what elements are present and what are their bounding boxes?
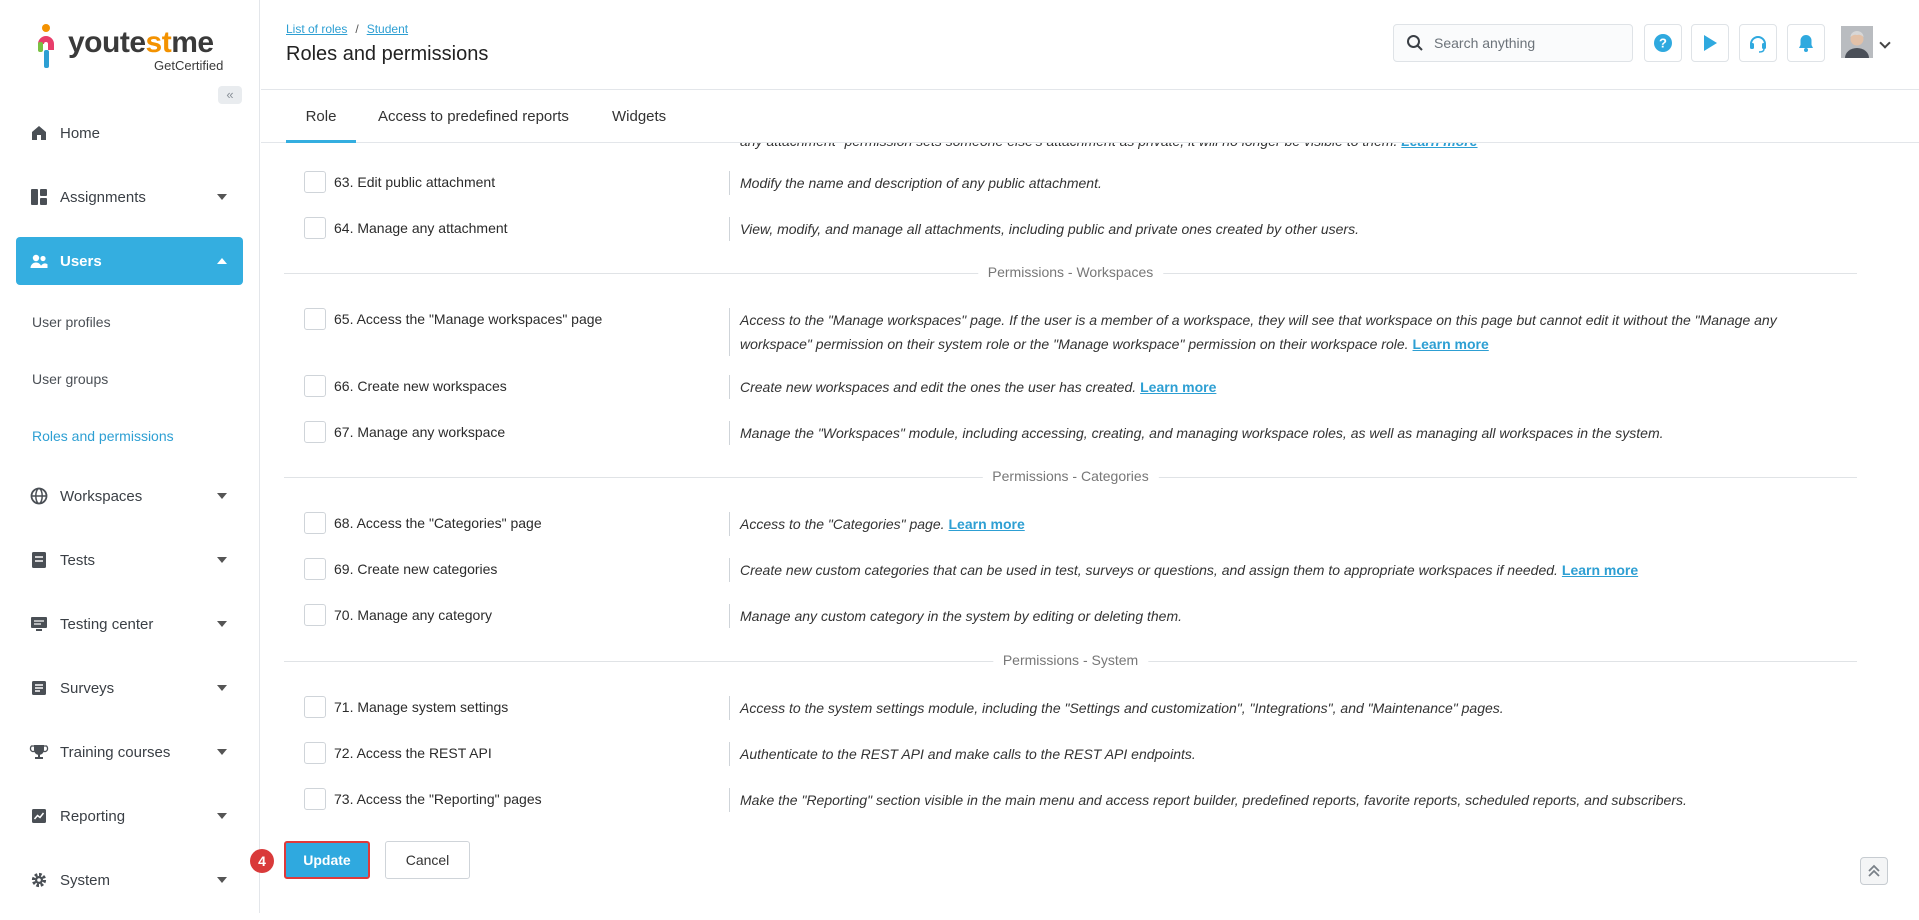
permission-description-text: Manage any custom category in the system by editing or deleting them. <box>740 608 1183 624</box>
collapse-sidebar-button[interactable] <box>218 86 242 104</box>
play-icon <box>1700 33 1720 53</box>
permission-description <box>729 308 1809 356</box>
learn-more-link[interactable]: Learn more <box>948 516 1025 532</box>
learn-more-link[interactable]: Learn more <box>1561 562 1639 578</box>
permission-label: 65. Access the "Manage workspaces" page <box>334 311 603 327</box>
permission-description <box>729 558 1809 582</box>
gear-icon <box>30 871 48 889</box>
permission-description-text: View, modify, and manage all attachments, including public and private ones created by other users. <box>740 221 1359 237</box>
learn-more-link[interactable]: Learn more <box>1140 379 1217 395</box>
permission-label: 71. Manage system settings <box>334 699 509 715</box>
section-title: Permissions - Categories <box>982 468 1158 484</box>
chevron-down-icon[interactable] <box>1879 37 1890 48</box>
home-icon <box>30 124 48 142</box>
permission-description-text: Authenticate to the REST API and make calls to the REST API endpoints. <box>740 746 1196 762</box>
permission-label: 64. Manage any attachment <box>334 220 508 236</box>
nav-item-label: Surveys <box>60 679 115 697</box>
help-button[interactable] <box>1644 24 1682 62</box>
permission-description <box>729 512 1809 536</box>
chevron-down-icon <box>217 749 227 755</box>
double-chevron-up-icon <box>1866 863 1882 879</box>
nav-item-workspaces[interactable] <box>16 472 243 520</box>
permission-description <box>729 604 1809 628</box>
avatar[interactable] <box>1841 26 1873 58</box>
permission-checkbox[interactable] <box>304 171 326 193</box>
permission-description-text: Create new workspaces and edit the ones the user has created. <box>740 379 1137 395</box>
permission-description <box>729 375 1809 399</box>
nav-item-testing-center[interactable] <box>16 600 243 648</box>
permission-label: 70. Manage any category <box>334 607 492 623</box>
assignments-icon <box>30 188 48 206</box>
search-box[interactable] <box>1393 24 1633 62</box>
permission-description-text: Modify the name and description of any public attachment. <box>740 175 1102 191</box>
nav-item-label: Training courses <box>60 743 171 761</box>
tests-icon <box>30 551 48 569</box>
section-title: Permissions - System <box>993 652 1148 668</box>
permission-description <box>729 742 1809 766</box>
permission-description <box>729 171 1809 195</box>
permission-checkbox[interactable] <box>304 788 326 810</box>
chevron-up-icon <box>217 258 227 264</box>
permission-description-text: Access to the "Categories" page. <box>740 516 945 532</box>
permission-checkbox[interactable] <box>304 696 326 718</box>
nav-item-tests[interactable] <box>16 536 243 584</box>
permission-label: 67. Manage any workspace <box>334 424 506 440</box>
sub-item-user-profiles[interactable]: User profiles <box>32 313 111 330</box>
permission-label: 66. Create new workspaces <box>334 378 507 394</box>
reporting-icon <box>30 807 48 825</box>
nav-item-home[interactable] <box>16 109 243 157</box>
chevron-down-icon <box>217 877 227 883</box>
tab-widgets[interactable]: Widgets <box>612 108 667 125</box>
chevron-down-icon <box>217 194 227 200</box>
permission-description-text: Access to the "Manage workspaces" page. If the user is a member of a workspace, they will see that workspace on this page but cannot edit it without the "Manage any workspace" permission on their system role or the "Manage workspace" permission on their workspace role. <box>740 312 1777 352</box>
permission-checkbox[interactable] <box>304 421 326 443</box>
update-button[interactable]: Update <box>284 841 370 879</box>
nav-item-label: Users <box>60 252 102 270</box>
permission-checkbox[interactable] <box>304 742 326 764</box>
main-nav <box>16 109 243 920</box>
trophy-icon <box>30 743 48 761</box>
step-badge: 4 <box>250 849 274 873</box>
tab-access-to-predefined-reports[interactable]: Access to predefined reports <box>378 108 569 125</box>
permission-description <box>729 217 1809 241</box>
scroll-to-top-button[interactable] <box>1860 857 1888 885</box>
search-input[interactable] <box>1434 35 1624 51</box>
double-chevron-left-icon: « <box>226 87 234 102</box>
learn-more-link[interactable]: Learn more <box>1412 336 1489 352</box>
nav-item-assignments[interactable] <box>16 173 243 221</box>
nav-item-training-courses[interactable] <box>16 728 243 776</box>
permission-checkbox[interactable] <box>304 217 326 239</box>
users-icon <box>30 252 48 270</box>
section-divider-system <box>284 651 1857 671</box>
nav-item-users[interactable] <box>16 237 243 285</box>
cancel-button[interactable]: Cancel <box>385 841 470 879</box>
permission-description <box>729 788 1809 812</box>
logo-tagline: GetCertified <box>154 58 224 73</box>
nav-item-label: Testing center <box>60 615 154 633</box>
permission-checkbox[interactable] <box>304 604 326 626</box>
play-tutorial-button[interactable] <box>1691 24 1729 62</box>
nav-item-label: Reporting <box>60 807 126 825</box>
sidebar <box>0 0 260 913</box>
top-header <box>261 0 1919 90</box>
search-icon <box>1406 34 1424 52</box>
nav-item-label: Workspaces <box>60 487 143 505</box>
section-divider-workspaces <box>284 263 1857 283</box>
chevron-down-icon <box>217 685 227 691</box>
permission-description-text: Make the "Reporting" section visible in the main menu and access report builder, predefined reports, favorite reports, scheduled reports, and subscribers. <box>740 792 1687 808</box>
nav-item-system[interactable] <box>16 856 243 904</box>
nav-item-label: Tests <box>60 551 96 569</box>
breadcrumb-separator: / <box>355 22 359 36</box>
nav-item-label: Home <box>60 124 101 142</box>
notifications-button[interactable] <box>1787 24 1825 62</box>
permission-description-text: Create new custom categories that can be used in test, surveys or questions, and assign them to appropriate workspaces if needed. <box>740 562 1558 578</box>
chevron-down-icon <box>217 813 227 819</box>
breadcrumb-link-list-of-roles[interactable]: List of roles <box>286 22 348 36</box>
section-title: Permissions - Workspaces <box>978 264 1163 280</box>
globe-icon <box>30 487 48 505</box>
page-title: Roles and permissions <box>286 43 489 65</box>
permission-label: 73. Access the "Reporting" pages <box>334 791 542 807</box>
headset-icon <box>1748 33 1768 53</box>
help-glyph: ? <box>1659 35 1667 51</box>
permission-description-text: Access to the system settings module, including the "Settings and customization", "Integrations", and "Maintenance" pages. <box>740 700 1504 716</box>
chevron-down-icon <box>217 493 227 499</box>
permission-checkbox[interactable] <box>304 512 326 534</box>
user-photo-icon <box>1841 26 1873 58</box>
nav-item-label: Assignments <box>60 188 146 206</box>
logo-mark-icon <box>34 22 58 72</box>
chevron-down-icon <box>217 557 227 563</box>
permission-label: 69. Create new categories <box>334 561 498 577</box>
support-button[interactable] <box>1739 24 1777 62</box>
nav-item-label: System <box>60 871 111 889</box>
permission-description <box>729 696 1809 720</box>
nav-item-surveys[interactable] <box>16 664 243 712</box>
tab-role[interactable]: Role <box>286 91 356 143</box>
help-icon <box>1653 33 1673 53</box>
monitor-icon <box>30 615 48 633</box>
permission-label: 72. Access the REST API <box>334 745 492 761</box>
logo-wordmark: youtestme <box>68 26 214 59</box>
permission-label: 68. Access the "Categories" page <box>334 515 542 531</box>
permission-label: 63. Edit public attachment <box>334 174 496 190</box>
tabs-bar <box>261 91 1919 143</box>
surveys-icon <box>30 679 48 697</box>
breadcrumb-link-student[interactable]: Student <box>366 22 409 36</box>
section-divider-categories <box>284 467 1857 487</box>
sub-item-roles-and-permissions[interactable]: Roles and permissions <box>32 427 174 444</box>
permission-checkbox[interactable] <box>304 375 326 397</box>
breadcrumb <box>286 22 408 36</box>
permission-checkbox[interactable] <box>304 558 326 580</box>
logo[interactable] <box>34 22 234 74</box>
permission-description-text: Manage the "Workspaces" module, including accessing, creating, and managing workspace roles, as well as managing all workspaces in the system. <box>740 425 1664 441</box>
nav-item-reporting[interactable] <box>16 792 243 840</box>
permission-description <box>729 421 1809 445</box>
sub-item-user-groups[interactable]: User groups <box>32 370 109 387</box>
bell-icon <box>1796 33 1816 53</box>
chevron-down-icon <box>217 621 227 627</box>
permissions-list <box>284 143 1857 913</box>
permission-checkbox[interactable] <box>304 308 326 330</box>
